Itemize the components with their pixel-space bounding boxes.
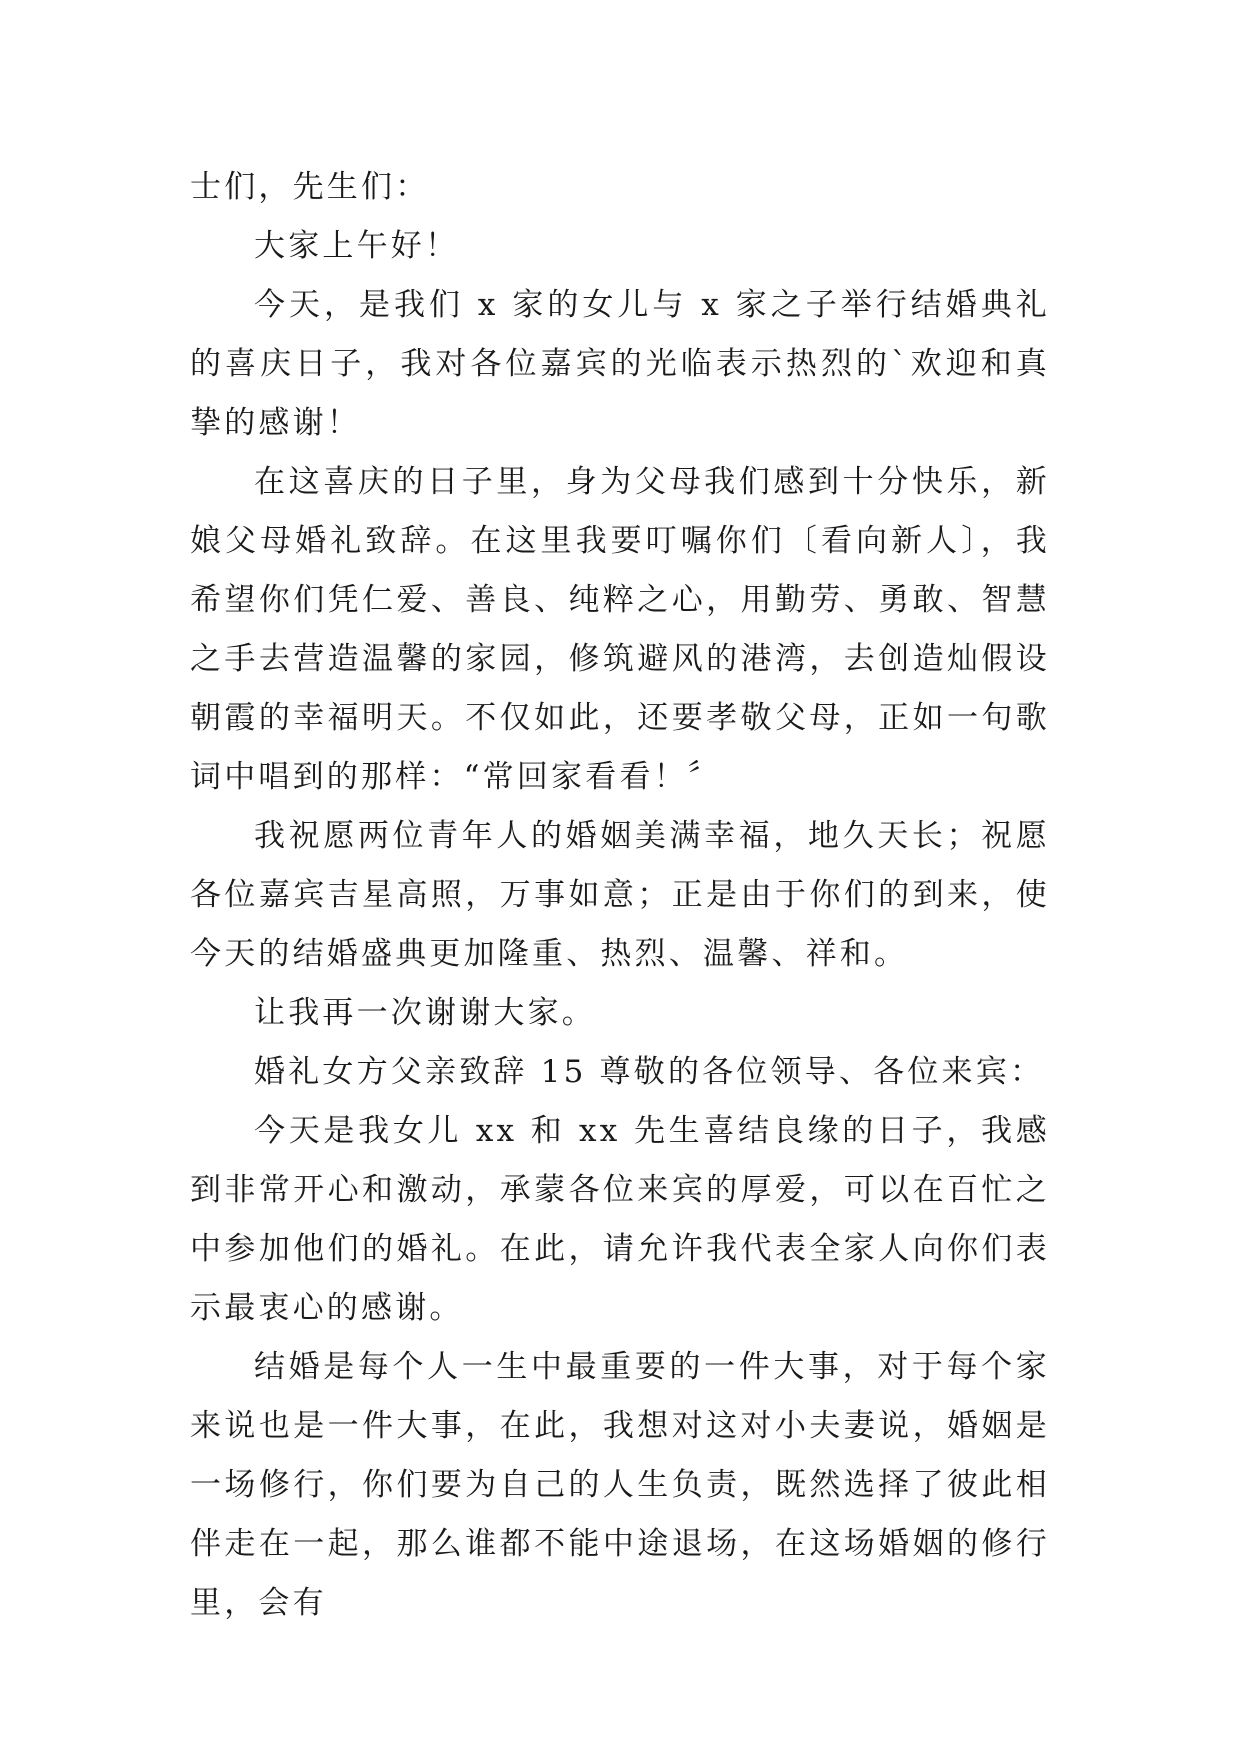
paragraph-thanks: 让我再一次谢谢大家。: [254, 995, 596, 1031]
document-body: [190, 158, 1050, 1633]
paragraph-daughter-wedding: 今天是我女儿 xx 和 xx 先生喜结良缘的日子，我感到非常开心和激动，承蒙各位来宾的厚爱，可以在百忙之中参加他们的婚礼。在此，请允许我代表全家人向你们表示最衷心的感谢。: [190, 1113, 1050, 1326]
paragraph-welcome: 今天，是我们 x 家的女儿与 x 家之子举行结婚典礼的喜庆日子，我对各位嘉宾的光临表示热烈的`欢迎和真挚的感谢！: [190, 287, 1050, 441]
paragraph-blessing: 我祝愿两位青年人的婚姻美满幸福，地久天长；祝愿各位嘉宾吉星高照，万事如意；正是由于你们的到来，使今天的结婚盛典更加隆重、热烈、温馨、祥和。: [190, 818, 1050, 972]
paragraph-greeting: 大家上午好！: [254, 228, 460, 264]
paragraph-salutation-continued: 士们，先生们：: [190, 169, 430, 205]
paragraph-marriage-advice: 结婚是每个人一生中最重要的一件大事，对于每个家来说也是一件大事，在此，我想对这对小夫妻说，婚姻是一场修行，你们要为自己的人生负责，既然选择了彼此相伴走在一起，那么谁都不能中途退场，在这场婚姻的修行里，会有: [190, 1349, 1050, 1621]
paragraph-speech-heading: 婚礼女方父亲致辞 15 尊敬的各位领导、各位来宾：: [254, 1054, 1045, 1090]
paragraph-parents-message: 在这喜庆的日子里，身为父母我们感到十分快乐，新娘父母婚礼致辞。在这里我要叮嘱你们〔看向新人〕，我希望你们凭仁爱、善良、纯粹之心，用勤劳、勇敢、智慧之手去营造温馨的家园，修筑避风的港湾，去创造灿假设朝霞的幸福明天。不仅如此，还要孝敬父母，正如一句歌词中唱到的那样：“常回家看看！〞: [190, 464, 1050, 795]
